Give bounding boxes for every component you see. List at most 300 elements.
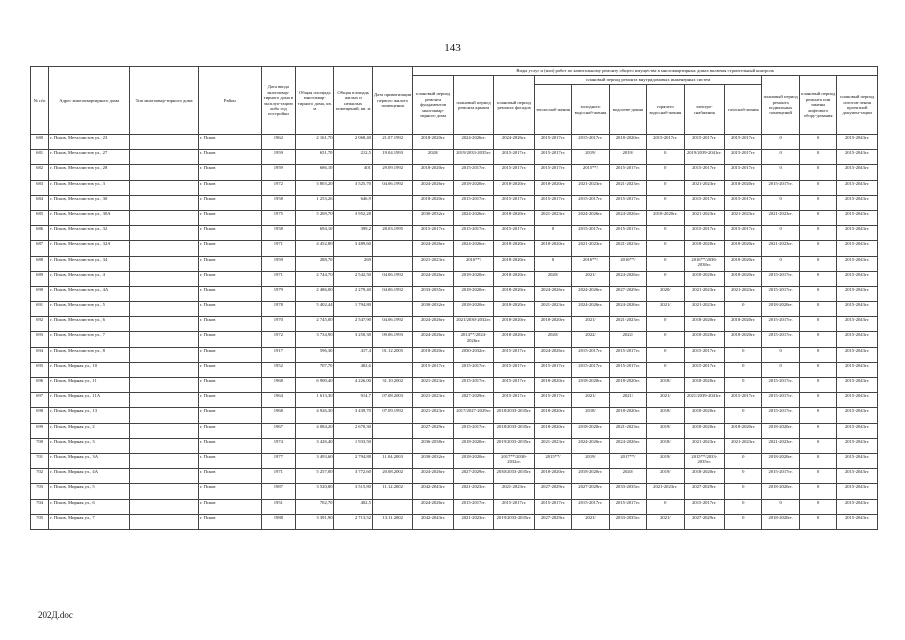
cell-sewage: 2021/ xyxy=(609,393,646,408)
header-heating: теплоснаб-жения xyxy=(534,85,571,135)
cell-elevator: 0 xyxy=(799,378,836,393)
cell-type xyxy=(130,484,199,499)
cell-facade: 2021-2023гг. xyxy=(494,484,534,499)
cell-type xyxy=(130,302,199,317)
cell-privatization: 07.09.1992 xyxy=(372,408,412,423)
cell-gas: 2018-2020гг. xyxy=(725,423,762,438)
header-foundation: плановый период ремонта фундаментов многоквар-тирного дома xyxy=(413,76,453,135)
cell-privatization: 21.07.1992 xyxy=(372,135,412,150)
cell-total-area: 2 745,00 xyxy=(296,317,334,332)
cell-privatization xyxy=(372,423,412,438)
cell-roof: 2015-2017гг. xyxy=(453,165,493,180)
cell-total-area: 2 161,70 xyxy=(296,135,334,150)
cell-type xyxy=(130,271,199,286)
cell-roof: 2018-2020гг. xyxy=(453,286,493,301)
cell-cold-water: 2024-2026гг. xyxy=(572,438,609,453)
cell-year: 1962 xyxy=(261,135,295,150)
cell-gas: 2015-2017гг. xyxy=(725,393,762,408)
cell-heating: 2015-2017гг. xyxy=(534,499,571,514)
cell-living-area: 2 542,50 xyxy=(334,271,372,286)
cell-cold-water: 2018/ xyxy=(572,408,609,423)
header-cold-water: холодного водоснаб-жения xyxy=(572,85,609,135)
cell-sewage: 2027-2029гг. xyxy=(609,286,646,301)
cell-total-area: 4 926,30 xyxy=(296,408,334,423)
cell-roof: 2018-2020гг. xyxy=(453,438,493,453)
cell-roof: 2021/2030-2032гг. xyxy=(453,317,493,332)
cell-facade: 2018-2020гг. xyxy=(494,241,534,256)
cell-living-area: 3 515,80 xyxy=(334,484,372,499)
cell-electric: 2018-2020гг. xyxy=(684,378,724,393)
cell-basement: 0 xyxy=(762,150,799,165)
cell-cold-water: 2018-2020гг. xyxy=(572,423,609,438)
cell-hot-water: 0 xyxy=(647,271,684,286)
cell-sewage: 2018-2020гг. xyxy=(609,378,646,393)
cell-living-area: 2 794,88 xyxy=(334,453,372,468)
cell-hot-water: 0 xyxy=(647,165,684,180)
cell-sewage: 2016**/ xyxy=(609,256,646,271)
cell-gas: 2015-2017гг. xyxy=(725,165,762,180)
cell-foundation: 2027-2029гг. xyxy=(413,423,453,438)
cell-living-area: 2 279,40 xyxy=(334,286,372,301)
cell-cold-water: 2021/ xyxy=(572,393,609,408)
table-row xyxy=(31,241,878,256)
cell-district: г. Псков xyxy=(198,180,261,195)
cell-elevator: 0 xyxy=(799,165,836,180)
cell-elevator: 0 xyxy=(799,286,836,301)
cell-district: г. Псков xyxy=(198,135,261,150)
cell-roof: 2014**/2024-2026гг. xyxy=(453,332,493,347)
cell-privatization xyxy=(372,302,412,317)
cell-design-docs: 2015-2043гг. xyxy=(837,514,878,529)
cell-district: г. Псков xyxy=(198,453,261,468)
cell-district: г. Псков xyxy=(198,195,261,210)
cell-roof: 2024-2026гг. xyxy=(453,210,493,225)
cell-address: г. Псков, Металлистов ул., 3 xyxy=(49,180,130,195)
cell-sewage: 2018-2020гг. xyxy=(609,408,646,423)
cell-facade: 2018-2020гг. xyxy=(494,180,534,195)
cell-cold-water: 2019/ xyxy=(572,453,609,468)
cell-heating: 0 xyxy=(534,256,571,271)
cell-basement: 0 xyxy=(762,226,799,241)
cell-address: г. Псков, Металлистов ул., 32А xyxy=(49,241,130,256)
cell-roof: 2016**/ xyxy=(453,256,493,271)
cell-heating: 2020/ xyxy=(534,332,571,347)
cell-privatization: 29.09.1992 xyxy=(372,165,412,180)
cell-gas: 2021-2023гг. xyxy=(725,210,762,225)
cell-total-area: 3 734,90 xyxy=(296,332,334,347)
cell-num: 680 xyxy=(31,135,49,150)
cell-num: 699 xyxy=(31,423,49,438)
cell-roof: 2015-2017гг. xyxy=(453,499,493,514)
cell-type xyxy=(130,362,199,377)
cell-hot-water: 2018/ xyxy=(647,408,684,423)
cell-elevator: 0 xyxy=(799,226,836,241)
cell-roof: 2027-2029гг. xyxy=(453,393,493,408)
cell-district: г. Псков xyxy=(198,347,261,362)
table-row xyxy=(31,362,878,377)
cell-elevator: 0 xyxy=(799,317,836,332)
cell-basement: 2015-2017гг. xyxy=(762,393,799,408)
table-row xyxy=(31,378,878,393)
table-row xyxy=(31,226,878,241)
header-design-docs: плановый период изготов-ления проектной докумен-тации xyxy=(837,76,878,135)
cell-foundation: 2015-2017гг. xyxy=(413,362,453,377)
cell-district: г. Псков xyxy=(198,241,261,256)
cell-district: г. Псков xyxy=(198,317,261,332)
cell-heating: 2027-2029гг. xyxy=(534,514,571,529)
cell-total-area: 4 452,80 xyxy=(296,241,334,256)
cell-facade: 2015-2017гг. xyxy=(494,150,534,165)
cell-num: 687 xyxy=(31,241,49,256)
cell-living-area: 399,2 xyxy=(334,226,372,241)
cell-total-area: 3 426,40 xyxy=(296,438,334,453)
header-living-area: Общая площадь жилых и нежилых помещений, кв. м xyxy=(334,67,372,135)
cell-hot-water: 2021/ xyxy=(647,514,684,529)
cell-address: г. Псков, Мирная ул., 13 xyxy=(49,408,130,423)
cell-num: 689 xyxy=(31,271,49,286)
cell-hot-water: 2021-2023гг. xyxy=(647,484,684,499)
cell-privatization: 09.06.1993 xyxy=(372,332,412,347)
cell-sewage: 2033-2035гг. xyxy=(609,484,646,499)
table-row xyxy=(31,180,878,195)
cell-district: г. Псков xyxy=(198,332,261,347)
cell-heating: 2018-2020гг. xyxy=(534,378,571,393)
cell-roof: 2018-2020гг. xyxy=(453,271,493,286)
cell-total-area: 1 613,30 xyxy=(296,393,334,408)
cell-year: 1959 xyxy=(261,256,295,271)
cell-gas: 0 xyxy=(725,347,762,362)
cell-district: г. Псков xyxy=(198,438,261,453)
cell-foundation: 2021-2023гг. xyxy=(413,378,453,393)
cell-gas: 2021-2023гг. xyxy=(725,286,762,301)
table-row xyxy=(31,484,878,499)
cell-design-docs: 2015-2043гг. xyxy=(837,499,878,514)
cell-address: г. Псков, Металлистов ул., 4 xyxy=(49,271,130,286)
cell-heating: 2015-2017гг. xyxy=(534,393,571,408)
cell-district: г. Псков xyxy=(198,423,261,438)
cell-year: 1968 xyxy=(261,378,295,393)
cell-gas: 2018-2020гг. xyxy=(725,256,762,271)
cell-facade: 2019/2033-2035гг. xyxy=(494,438,534,453)
cell-facade: 2015-2017гг. xyxy=(494,393,534,408)
cell-total-area: 5 269,70 xyxy=(296,210,334,225)
cell-facade: 2024-2026гг. xyxy=(494,135,534,150)
cell-design-docs: 2015-2043гг. xyxy=(837,453,878,468)
cell-type xyxy=(130,408,199,423)
table-row xyxy=(31,195,878,210)
cell-basement: 2015-2017гг. xyxy=(762,378,799,393)
cell-num: 696 xyxy=(31,378,49,393)
cell-heating: 0 xyxy=(534,226,571,241)
cell-cold-water: 2016**/ xyxy=(572,256,609,271)
cell-roof: 2015-2017гг. xyxy=(453,362,493,377)
cell-address: г. Псков, Мирная ул., 3 xyxy=(49,438,130,453)
cell-address: г. Псков, Мирная ул., 11 xyxy=(49,378,130,393)
cell-basement: 2018-2020гг. xyxy=(762,484,799,499)
cell-privatization xyxy=(372,438,412,453)
cell-sewage: 2024-2026гг. xyxy=(609,210,646,225)
cell-district: г. Псков xyxy=(198,393,261,408)
cell-hot-water: 2021/ xyxy=(647,302,684,317)
cell-privatization: 01.12.2005 xyxy=(372,347,412,362)
cell-electric: 2015-2017гг. xyxy=(684,362,724,377)
cell-address: г. Псков, Мирная ул., 11А xyxy=(49,393,130,408)
cell-hot-water: 0 xyxy=(647,499,684,514)
cell-design-docs: 2015-2043гг. xyxy=(837,423,878,438)
header-year-input: Дата ввода многоквар-тирного дома в эксплуа-тацию либо год постройки xyxy=(261,67,295,135)
cell-address: г. Псков, Металлистов ул., 30А xyxy=(49,210,130,225)
cell-design-docs: 2015-2043гг. xyxy=(837,165,878,180)
cell-electric: 2021-2023гг. xyxy=(684,210,724,225)
cell-year: 1972 xyxy=(261,332,295,347)
cell-total-area: 2 486,00 xyxy=(296,286,334,301)
header-systems-group: плановый период ремонта внутридомовых инженерных систем xyxy=(534,76,762,85)
cell-year: 1968 xyxy=(261,408,295,423)
cell-year: 1974 xyxy=(261,438,295,453)
cell-district: г. Псков xyxy=(198,271,261,286)
cell-sewage: 2018-2020гг. xyxy=(609,135,646,150)
cell-num: 698 xyxy=(31,408,49,423)
cell-living-area: 4 226,00 xyxy=(334,378,372,393)
cell-privatization: 04.06.1992 xyxy=(372,271,412,286)
cell-type xyxy=(130,210,199,225)
cell-basement: 0 xyxy=(762,347,799,362)
header-num: № п/п xyxy=(31,67,49,135)
cell-foundation: 2024-2026гг. xyxy=(413,271,453,286)
cell-total-area: 3 520,80 xyxy=(296,484,334,499)
cell-num: 705 xyxy=(31,514,49,529)
cell-year: 1958 xyxy=(261,195,295,210)
header-basement: плановый период ремонта подвальных помещений xyxy=(762,76,799,135)
cell-gas: 0 xyxy=(725,362,762,377)
cell-year: 1952 xyxy=(261,362,295,377)
cell-basement: 2015-2017гг. xyxy=(762,408,799,423)
cell-cold-water: 2018-2020гг. xyxy=(572,469,609,484)
cell-basement: 2015-2017гг. xyxy=(762,469,799,484)
cell-living-area: 2 670,30 xyxy=(334,423,372,438)
cell-roof: 2024-2026гг. xyxy=(453,241,493,256)
cell-basement: 2015-2017гг. xyxy=(762,317,799,332)
cell-sewage: 2015-2017гг. xyxy=(609,362,646,377)
cell-basement: 0 xyxy=(762,499,799,514)
cell-heating: 2015-2017гг. xyxy=(534,135,571,150)
cell-living-area: 2 068,40 xyxy=(334,135,372,150)
cell-heating: 2015-2017гг. xyxy=(534,195,571,210)
cell-num: 683 xyxy=(31,180,49,195)
cell-address: г. Псков, Мирная ул., 10 xyxy=(49,362,130,377)
cell-elevator: 0 xyxy=(799,453,836,468)
cell-num: 703 xyxy=(31,484,49,499)
table-row xyxy=(31,393,878,408)
header-address: Адрес многоквартирного дома xyxy=(49,67,130,135)
table-row xyxy=(31,408,878,423)
cell-sewage: 2021-2023гг. xyxy=(609,241,646,256)
cell-cold-water: 2021/ xyxy=(572,271,609,286)
cell-foundation: 2024-2026гг. xyxy=(413,332,453,347)
cell-num: 691 xyxy=(31,302,49,317)
cell-sewage: 2024-2026гг. xyxy=(609,271,646,286)
cell-total-area: 3 391,90 xyxy=(296,514,334,529)
cell-hot-water: 0 xyxy=(647,241,684,256)
cell-cold-water: 2015-2017гг. xyxy=(572,362,609,377)
cell-elevator: 0 xyxy=(799,271,836,286)
cell-year: 1964 xyxy=(261,393,295,408)
cell-basement: 0 xyxy=(762,256,799,271)
cell-privatization: 20.08.2002 xyxy=(372,469,412,484)
cell-electric: 2018-2020гг. xyxy=(684,271,724,286)
header-type: Тип многоквар-тирного дома xyxy=(130,67,199,135)
cell-foundation: 2030-2032гг. xyxy=(413,210,453,225)
cell-sewage: 2015-2017гг. xyxy=(609,347,646,362)
cell-design-docs: 2015-2043гг. xyxy=(837,241,878,256)
cell-year: 1959 xyxy=(261,150,295,165)
table-row xyxy=(31,469,878,484)
cell-num: 704 xyxy=(31,499,49,514)
cell-address: г. Псков, Металлистов ул., 30 xyxy=(49,195,130,210)
cell-sewage: 2017**/ xyxy=(609,453,646,468)
cell-gas: 2018-2020гг. xyxy=(725,332,762,347)
cell-type xyxy=(130,438,199,453)
cell-basement: 2015-2017гг. xyxy=(762,180,799,195)
cell-num: 700 xyxy=(31,438,49,453)
cell-basement: 0 xyxy=(762,362,799,377)
cell-num: 682 xyxy=(31,165,49,180)
cell-num: 695 xyxy=(31,362,49,377)
cell-cold-water: 2021-2023гг. xyxy=(572,180,609,195)
cell-gas: 2015-2017гг. xyxy=(725,150,762,165)
header-works-group: Виды услуг и (или) работ по капитальному ремонту общего имущества в многоквартирных домах включая строительный контроль xyxy=(413,67,878,76)
cell-foundation: 2024-2026гг. xyxy=(413,241,453,256)
cell-elevator: 0 xyxy=(799,484,836,499)
cell-address: г. Псков, Металлистов ул., 6 xyxy=(49,317,130,332)
cell-total-area: 702,70 xyxy=(296,499,334,514)
cell-foundation: 2024-2026гг. xyxy=(413,499,453,514)
cell-sewage: 2021-2023гг. xyxy=(609,317,646,332)
cell-electric: 2021-2023гг. xyxy=(684,302,724,317)
cell-facade: 2015-2017гг. xyxy=(494,499,534,514)
cell-heating: 2018-2020гг. xyxy=(534,423,571,438)
cell-cold-water: 2027-2029гг. xyxy=(572,484,609,499)
cell-gas: 2018-2020гг. xyxy=(725,180,762,195)
cell-sewage: 2015-2017гг. xyxy=(609,195,646,210)
cell-living-area: 1 933,50 xyxy=(334,438,372,453)
cell-type xyxy=(130,423,199,438)
cell-design-docs: 2015-2043гг. xyxy=(837,393,878,408)
cell-gas: 0 xyxy=(725,484,762,499)
cell-foundation: 2018-2020гг. xyxy=(413,195,453,210)
cell-hot-water: 0 xyxy=(647,256,684,271)
cell-elevator: 0 xyxy=(799,180,836,195)
cell-privatization: 28.03.1995 xyxy=(372,226,412,241)
cell-facade: 2017**/2030-2032гг. xyxy=(494,453,534,468)
cell-cold-water: 2015-2017гг. xyxy=(572,499,609,514)
cell-hot-water: 0 xyxy=(647,150,684,165)
cell-type xyxy=(130,286,199,301)
cell-living-area: 417,4 xyxy=(334,347,372,362)
cell-elevator: 0 xyxy=(799,256,836,271)
cell-gas: 0 xyxy=(725,499,762,514)
cell-basement: 2015-2017гг. xyxy=(762,271,799,286)
cell-privatization xyxy=(372,256,412,271)
table-row xyxy=(31,286,878,301)
cell-district: г. Псков xyxy=(198,469,261,484)
cell-design-docs: 2015-2043гг. xyxy=(837,226,878,241)
cell-hot-water: 2019/ xyxy=(647,469,684,484)
cell-total-area: 2 744,70 xyxy=(296,271,334,286)
cell-elevator: 0 xyxy=(799,362,836,377)
cell-num: 702 xyxy=(31,469,49,484)
cell-total-area: 4 084,20 xyxy=(296,423,334,438)
cell-heating: 2024-2026гг. xyxy=(534,347,571,362)
cell-foundation: 2018-2020гг. xyxy=(413,347,453,362)
cell-elevator: 0 xyxy=(799,393,836,408)
cell-hot-water: 0 xyxy=(647,180,684,195)
cell-privatization: 11.04.2003 xyxy=(372,453,412,468)
cell-address: г. Псков, Мирная ул., 7 xyxy=(49,514,130,529)
cell-num: 681 xyxy=(31,150,49,165)
cell-type xyxy=(130,453,199,468)
cell-heating: 2021-2023гг. xyxy=(534,302,571,317)
cell-total-area: 6 900,40 xyxy=(296,378,334,393)
cell-sewage: 2015-2017гг. xyxy=(609,165,646,180)
cell-num: 688 xyxy=(31,256,49,271)
header-elevator: плановый период ремонта или замены лифтового обору-дования xyxy=(799,76,836,135)
cell-living-area: 2 547,90 xyxy=(334,317,372,332)
cell-total-area: 694,10 xyxy=(296,226,334,241)
cell-address: г. Псков, Мирная ул., 6 xyxy=(49,499,130,514)
cell-privatization xyxy=(372,195,412,210)
cell-elevator: 0 xyxy=(799,195,836,210)
cell-year: 1967 xyxy=(261,423,295,438)
cell-sewage: 2033-2035гг. xyxy=(609,514,646,529)
cell-cold-water: 2021/ xyxy=(572,317,609,332)
cell-electric: 2015-2017гг. xyxy=(684,135,724,150)
cell-design-docs: 2015-2043гг. xyxy=(837,210,878,225)
cell-basement: 2018-2020гг. xyxy=(762,453,799,468)
cell-sewage: 2021-2023гг. xyxy=(609,423,646,438)
cell-district: г. Псков xyxy=(198,484,261,499)
cell-district: г. Псков xyxy=(198,408,261,423)
cell-living-area: 402,5 xyxy=(334,499,372,514)
cell-hot-water: 0 xyxy=(647,347,684,362)
cell-district: г. Псков xyxy=(198,286,261,301)
cell-elevator: 0 xyxy=(799,332,836,347)
cell-foundation: 2020/ xyxy=(413,150,453,165)
cell-address: г. Псков, Металлистов ул., 5 xyxy=(49,302,130,317)
header-facade: плановый период ремонта фасадов xyxy=(494,76,534,135)
cell-cold-water: 2024-2026гг. xyxy=(572,302,609,317)
cell-privatization: 11.12.2002 xyxy=(372,484,412,499)
cell-hot-water: 0 xyxy=(647,332,684,347)
cell-num: 701 xyxy=(31,453,49,468)
cell-elevator: 0 xyxy=(799,469,836,484)
cell-district: г. Псков xyxy=(198,210,261,225)
cell-sewage: 2021-2023гг. xyxy=(609,180,646,195)
cell-electric: 2015-2017гг. xyxy=(684,165,724,180)
cell-privatization: 04.06.1992 xyxy=(372,180,412,195)
cell-total-area: 707,70 xyxy=(296,362,334,377)
cell-facade: 2015-2017гг. xyxy=(494,165,534,180)
cell-foundation: 2042-2043гг. xyxy=(413,514,453,529)
cell-design-docs: 2015-2043гг. xyxy=(837,195,878,210)
cell-elevator: 0 xyxy=(799,135,836,150)
cell-year: 1988 xyxy=(261,514,295,529)
cell-living-area: 3 439,70 xyxy=(334,408,372,423)
cell-design-docs: 2015-2043гг. xyxy=(837,271,878,286)
cell-type xyxy=(130,347,199,362)
cell-gas: 2018-2020гг. xyxy=(725,241,762,256)
cell-gas: 0 xyxy=(725,378,762,393)
